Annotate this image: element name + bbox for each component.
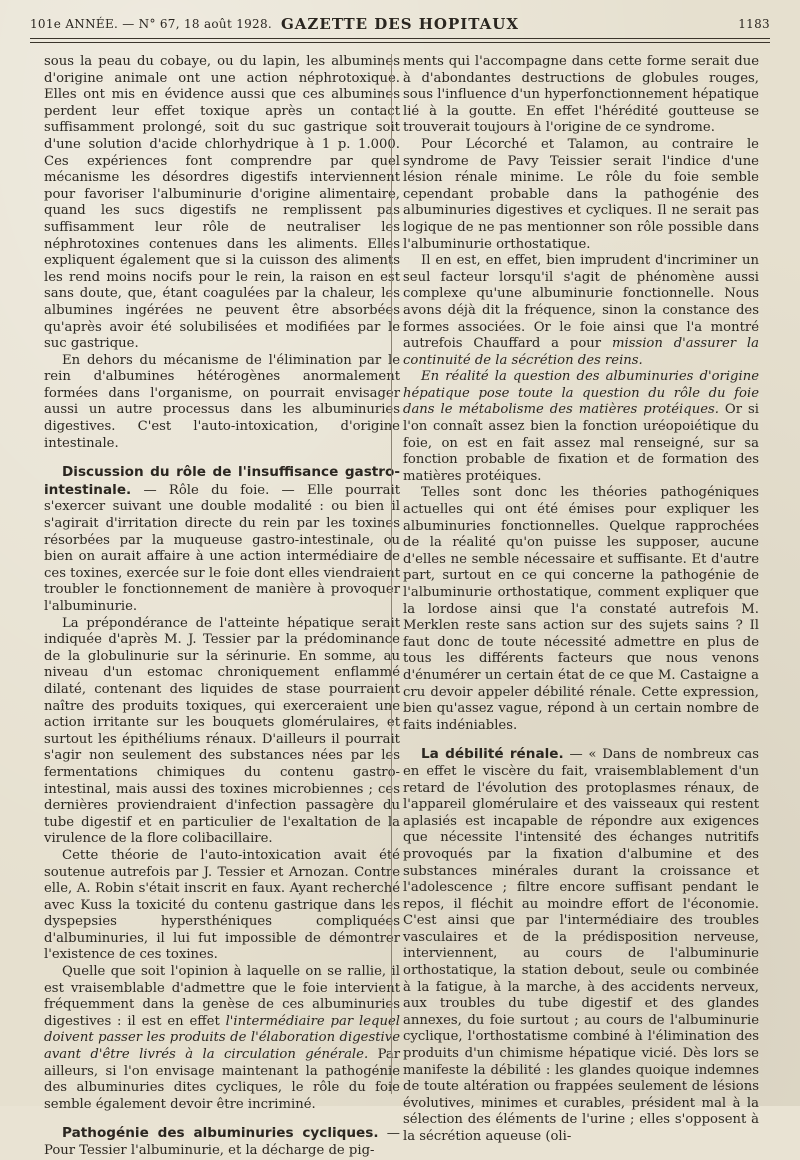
section-text: — Pour Tessier l'albuminurie, et la décharge de pig- [44, 1126, 400, 1158]
paragraph [44, 964, 400, 1113]
text-run: Or si l'on connaît assez bien la fonction uréopoiétique du foie, on est en fait assez mal renseigné, sur sa fonction probable de fixation et de formation des matières protéiques. [403, 402, 759, 484]
paragraph [403, 369, 759, 485]
paragraph: Pour Lécorché et Talamon, au contraire le syndrome de Pavy Teissier serait l'indice d'une lésion rénale minime. Le rôle du foie semble cependant probable dans la pathogénie des albuminuries digestives et cycliques. Il ne serait pas logique de ne pas mentionner son rôle possible dans l'albuminurie orthostatique. [403, 136, 759, 252]
paragraph: sous la peau du cobaye, ou du lapin, les albumines d'origine animale ont une action néphrotoxique. Elles ont mis en évidence aussi que ces albumines perdent leur effet toxique après un contact suffisamment prolongé, soit du suc gastrique soit d'une solution d'acide chlorhydrique à 1 p. 1.000. Ces expériences font comprendre par quel mécanisme les désordres digestifs interviennent pour favoriser l'albuminurie d'origine alimentaire, quand les sucs digestifs ne remplissent pas suffisamment leur rôle de neutraliser les néphrotoxines contenues dans les aliments. Elles expliquent également que si la cuisson des aliments les rend moins nocifs pour le rein, la raison en est sans doute, que, étant coagulées par la chaleur, les albumines ingérées ne peuvent être absorbées qu'après avoir été solubilisées et modifiées par le suc gastrique. [44, 54, 400, 352]
journal-title: GAZETTE DES HOPITAUX [280, 15, 519, 33]
section-heading: Discussion du rôle de l'insuffisance gastro-intestinale. [44, 464, 400, 498]
section-gap [403, 734, 759, 746]
italic-run: mission d'assurer la continuité de la sécrétion des reins. [403, 336, 759, 368]
paragraph: Cette théorie de l'auto-intoxication avait été soutenue autrefois par J. Tessier et Arnozan. Contre elle, A. Robin s'était inscrit en faux. Ayant recherché avec Kuss la toxicité du contenu gastrique dans les dyspepsies hypersthéniques compliquées d'albuminuries, il lui fut impossible de démontrer l'existence de ces toxines. [44, 847, 400, 963]
section-text: — « Dans de nombreux cas en effet le viscère du fait, vraisemblablement d'un retard de l'évolution des protoplasmes rénaux, de l'appareil glomérulaire et des vaisseaux qui restent aplasiés est incapable de répondre aux exigences que nécessite l'intensité des échanges nutritifs provoqués par la fixation d'albumine et des substances minérales durant la croissance et l'adolescence ; filtre encore suffisant pendant le repos, il fléchit au moindre effort de l'économie. C'est ainsi que par l'intermédiaire des troubles vasculaires et de la prédisposition nerveuse, interviennent, au cours de l'albuminurie orthostatique, la station debout, seule ou combinée à la fatigue, à la marche, à des accidents nerveux, aux troubles du tube digestif et des glandes annexes, du foie surtout ; au cours de l'albuminurie cyclique, l'orthostatisme combiné à l'élimination des produits d'un chimisme hépatique vicié. Dès lors se manifeste la débilité : les glandes quoique indemnes de toute altération ou frappées seulement de lésions évolutives, minimes et curables, président mal à la sélection des éléments de l'urine ; elles s'opposent à la sécrétion aqueuse (oli- [403, 747, 759, 1144]
column-divider [391, 54, 392, 1094]
paragraph: La prépondérance de l'atteinte hépatique serait indiquée d'après M. J. Tessier par la prédominance de la globulinurie sur la sérinurie. En somme, au niveau d'un estomac chroniquement enflammé dilaté, contenant des liquides de stase pourraient naître des produits toxiques, qui exerceraient une action irritante sur les bouquets glomérulaires, et surtout les épithéliums rénaux. D'ailleurs il pourrait s'agir non seulement des substances nées par les fermentations chimiques du contenu gastro-intestinal, mais aussi des toxines microbiennes ; ces dernières proviendraient d'infection passagère du tube digestif et en particulier de l'exaltation de la virulence de la flore colibacillaire. [44, 615, 400, 847]
text-run: Par ailleurs, si l'on envisage maintenant la pathogénie des albuminuries dites cycliques, le rôle du foie semble également devoir être incriminé. [44, 1047, 401, 1112]
section-heading: Pathogénie des albuminuries cycliques. [62, 1125, 379, 1142]
text-run: Quelle que soit l'opinion à laquelle on se rallie, il est vraisemblable d'admettre que le foie intervient fréquemment dans la genèse de ces albuminuries digestives : il est en effet [44, 964, 400, 1029]
section-gap [44, 1113, 400, 1125]
header-rule-thick [30, 38, 770, 39]
section-paragraph [403, 746, 759, 1145]
text-run: Il en est, en effet, bien imprudent d'incriminer un seul facteur lorsqu'il s'agit de phénomène aussi complexe qu'une albuminurie fonctionnelle. Nous avons déjà dit la fréquence, sinon la constance des formes associées. Or le foie ainsi que l'a montré autrefois Chauffard a pour [403, 253, 759, 352]
issue-info: 101e ANNÉE. — N° 67, 18 août 1928. [30, 17, 273, 31]
paragraph: ments qui l'accompagne dans cette forme serait due à d'abondantes destructions de globules rouges, sous l'influence d'un hyperfonctionnement hépatique lié à la goutte. En effet l'hérédité goutteuse se trouverait toujours à l'origine de ce syndrome. [403, 54, 759, 136]
page-header [30, 14, 770, 36]
right-column [403, 54, 759, 1146]
paragraph: Telles sont donc les théories pathogéniques actuelles qui ont été émises pour expliquer les albuminuries fonctionnelles. Quelque rapprochées de la réalité qu'on puisse les supposer, aucune d'elles ne semble nécessaire et suffisante. Et d'autre part, surtout en ce qui concerne la pathogénie de l'albuminurie orthostatique, comment expliquer que la lordose ainsi que l'a constaté autrefois M. Merklen reste sans action sur des sujets sains ? Il faut donc de toute nécessité admettre en plus de tous les différents facteurs que nous venons d'énumérer un certain état de ce que M. Castaigne a cru devoir appeler débilité rénale. Cette expression, bien qu'assez vague, répond à un certain nombre de faits indéniables. [403, 485, 759, 733]
section-paragraph [44, 464, 400, 615]
header-rule-thin [30, 42, 770, 43]
section-paragraph [44, 1125, 400, 1159]
page-number: 1183 [738, 17, 770, 31]
section-text: — Rôle du foie. — Elle pourrait s'exercer suivant une double modalité : ou bien il s'agirait d'irritation directe du rein par les toxines résorbées par la muqueuse gastro-intestinale, ou bien on aurait affaire à une action intermédiaire de ces toxines, exercée sur le foie dont elles viendraient troubler le fonctionnement de manière à provoquer l'albuminurie. [44, 482, 400, 614]
section-heading: La débilité rénale. [421, 746, 564, 763]
paragraph [403, 253, 759, 369]
paragraph: En dehors du mécanisme de l'élimination par le rein d'albumines hétérogènes anormalement formées dans l'organisme, on pourrait envisager aussi un autre processus dans les albuminuries digestives. C'est l'auto-intoxication, d'origine intestinale. [44, 352, 400, 451]
italic-run: En réalité la question des albuminuries d'origine hépatique pose toute la question du rôle du foie dans le métabolisme des matières protéiques. [403, 369, 759, 418]
italic-run: l'intermédiaire par lequel doivent passer les produits de l'élaboration digestive avant d'être livrés à la circulation générale. [44, 1013, 400, 1063]
section-gap [44, 452, 400, 464]
left-column [44, 54, 400, 1160]
